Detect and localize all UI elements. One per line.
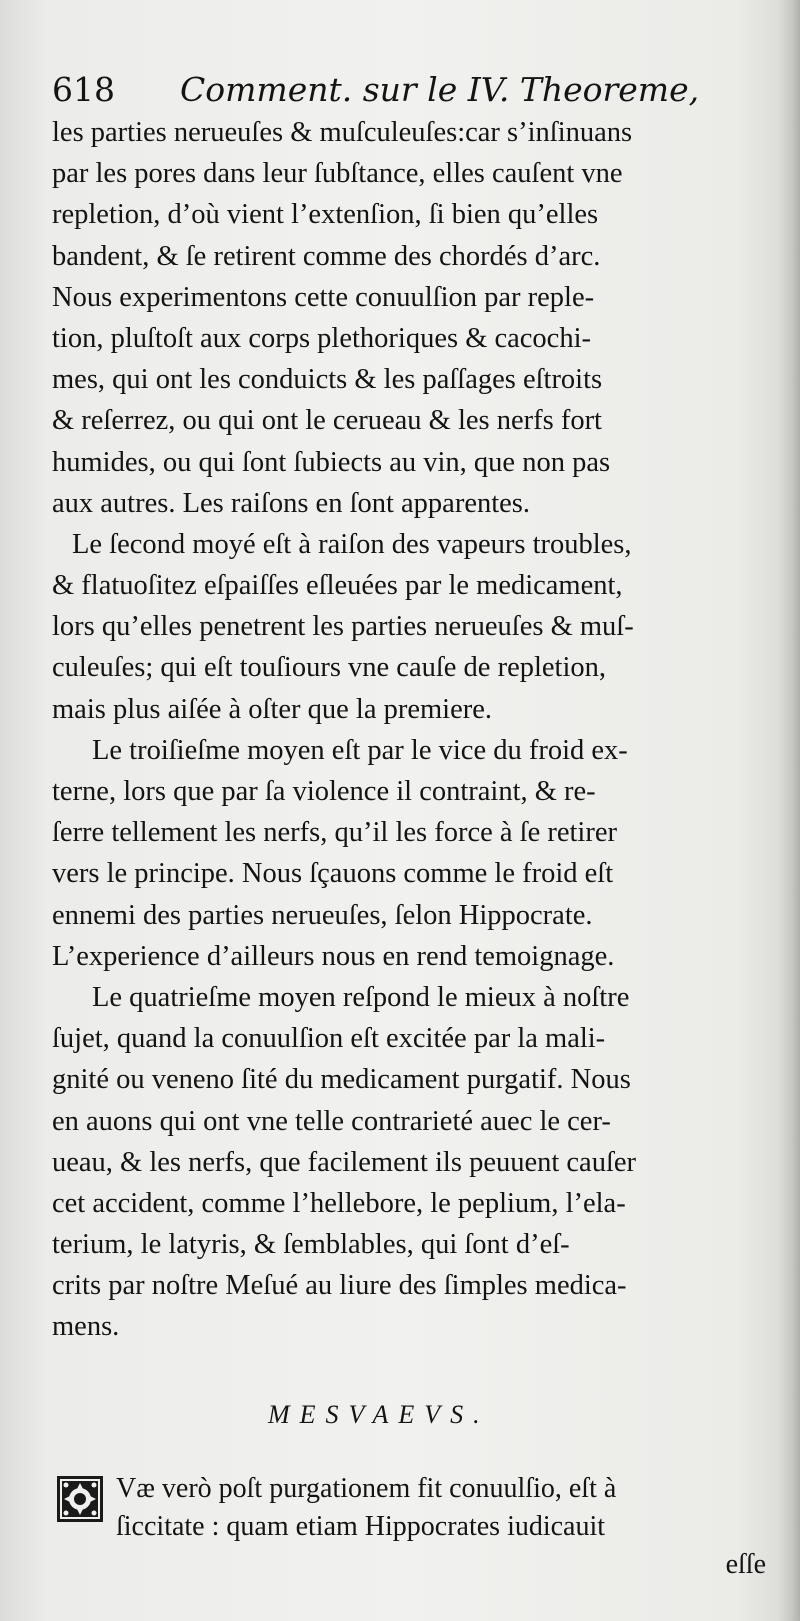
page-number: 618 (52, 70, 115, 109)
text-line: mais plus aiſée à oſter que la premiere. (52, 693, 492, 725)
text-line: mes, qui ont les conduicts & les paſſages eſtroits (52, 364, 603, 396)
text-line: vers le principe. Nous ſçauons comme le froid eſt (52, 858, 614, 890)
text-line: lors qu’elles penetrent les parties nerueuſes & muſ- (52, 611, 634, 643)
page-edge-shadow (778, 0, 800, 1621)
text-line: cet accident, comme l’hellebore, le peplium, l’ela- (52, 1187, 626, 1219)
text-line: gnité ou veneno ſité du medicament purgatif. Nous (52, 1064, 631, 1096)
paragraph-start-line: Le ſecond moyé eſt à raiſon des vapeurs troubles, (72, 528, 632, 560)
body-text (52, 112, 768, 1348)
running-head (52, 70, 762, 110)
text-line: mens. (52, 1311, 120, 1343)
decorative-initial-ornament-icon (56, 1475, 104, 1523)
catchword: eſſe (725, 1549, 766, 1580)
text-line: L’experience d’ailleurs nous en rend temoignage. (52, 940, 615, 972)
text-line: terne, lors que par ſa violence il contraint, & re- (52, 776, 596, 807)
paragraph-start-line: Le quatrieſme moyen reſpond le mieux à noſtre (92, 981, 630, 1013)
text-line: en auons qui ont vne telle contrarieté auec le cer- (52, 1105, 611, 1137)
text-line: & reſerrez, ou qui ont le cerueau & les nerfs fort (52, 405, 602, 437)
text-line: ennemi des parties nerueuſes, ſelon Hippocrate. (52, 899, 593, 931)
section-heading: MESVAEVS. (268, 1400, 490, 1429)
text-line: humides, ou qui ſont ſubiects au vin, que non pas (52, 446, 611, 478)
text-line: crits par noſtre Meſué au liure des ſimples medica- (52, 1270, 627, 1302)
paragraph-start-line: Le troiſieſme moyen eſt par le vice du froid ex- (92, 734, 628, 766)
text-line: culeuſes; qui eſt touſiours vne cauſe de repletion, (52, 652, 606, 684)
text-line: ueau, & les nerfs, que facilement ils peuuent cauſer (52, 1146, 637, 1178)
quote-line: Væ verò poſt purgationem fit conuulſio, eſt à (116, 1473, 617, 1504)
text-line: aux autres. Les raiſons en ſont apparentes. (52, 487, 531, 519)
running-title: Comment. sur le IV. Theoreme, (180, 70, 700, 109)
text-line: les parties nerueuſes & muſculeuſes:car s’inſinuans (52, 117, 633, 148)
text-line: & flatuoſitez eſpaiſſes eſleuées par le medicament, (52, 570, 623, 602)
text-line: ſerre tellement les nerfs, qu’il les force à ſe retirer (52, 817, 617, 849)
text-line: tion, pluſtoſt aux corps plethoriques & cacochi- (52, 322, 591, 354)
text-line: repletion, d’où vient l’extenſion, ſi bien qu’elles (52, 199, 599, 231)
text-line: bandent, & ſe retirent comme des chordés d’arc. (52, 240, 601, 272)
text-line: Nous experimentons cette conuulſion par reple- (52, 281, 595, 313)
text-line: ſujet, quand la conuulſion eſt excitée par la mali- (52, 1023, 606, 1055)
latin-quote (116, 1470, 766, 1584)
quote-line: ſiccitate : quam etiam Hippocrates iudicauit (116, 1511, 606, 1542)
text-line: par les pores dans leur ſubſtance, elles cauſent vne (52, 158, 623, 190)
text-line: terium, le latyris, & ſemblables, qui ſont d’eſ- (52, 1229, 570, 1261)
